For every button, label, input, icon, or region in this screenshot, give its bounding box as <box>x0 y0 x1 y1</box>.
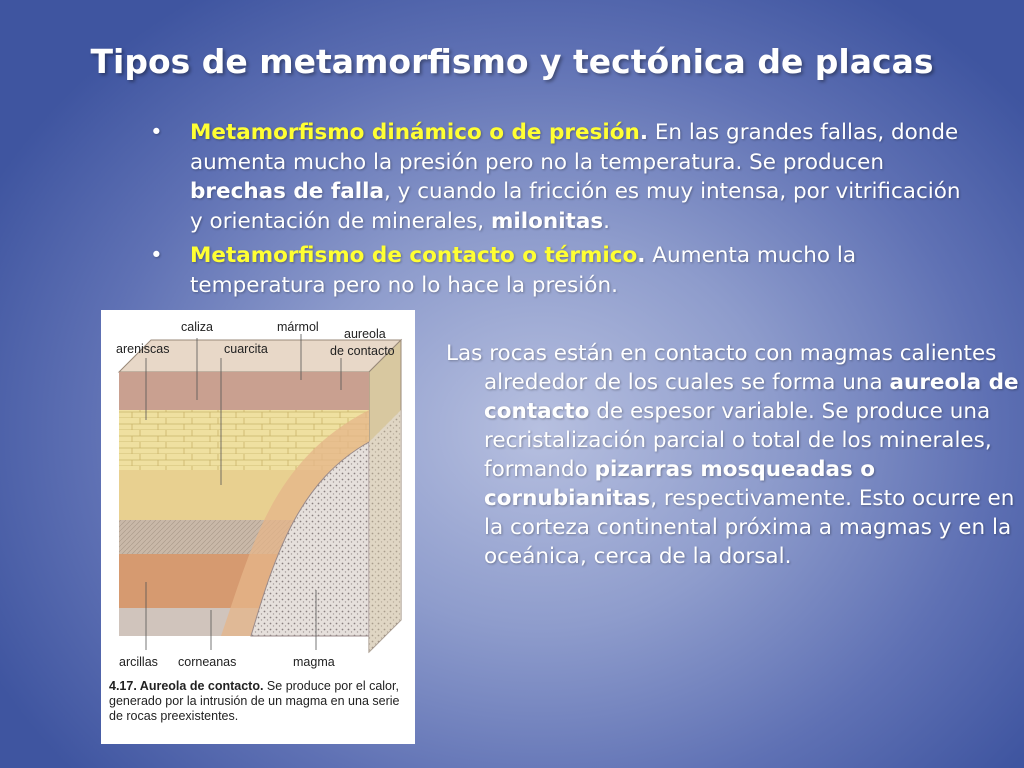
label-arcillas: arcillas <box>119 655 158 669</box>
caption-number: 4.17. Aureola de contacto. <box>109 679 264 693</box>
paragraph-text: Las rocas están en contacto con magmas calientes alrededor de los cuales se forma una <box>446 341 997 395</box>
caption-text: Se produce por el calor, generado por la intrusión de un magma en una serie de rocas preexistentes. <box>109 679 400 723</box>
label-de-contacto: de contacto <box>330 344 395 358</box>
paragraph-text: , respectivamente. Esto ocurre en la corteza continental próxima a magmas y en la oceánica, cerca de la dorsal. <box>484 486 1015 569</box>
paragraph-text: de espesor variable. Se produce una recristalización parcial o total de los minerales, formando <box>484 399 992 482</box>
label-areniscas: areniscas <box>116 342 170 356</box>
label-cuarcita: cuarcita <box>224 342 268 356</box>
figure-caption <box>109 679 409 724</box>
bullet-text: . <box>603 208 610 234</box>
magma-side <box>369 410 401 652</box>
label-marmol: mármol <box>277 320 319 334</box>
bullet-bold-term: brechas de falla <box>190 179 384 204</box>
bullet-text: Aumenta mucho la temperatura pero no lo hace la presión. <box>190 243 857 298</box>
bullet-item-contacto <box>150 241 980 300</box>
label-magma: magma <box>293 655 335 669</box>
bullet-heading-end: . <box>637 243 646 268</box>
layer-arcillas-top <box>119 372 369 410</box>
bullet-bold-term: milonitas <box>490 208 604 234</box>
bullet-text: , y cuando la fricción es muy intensa, por vitrificación y orientación de minerales, <box>190 179 961 234</box>
contact-aureole-figure <box>101 310 415 744</box>
bullet-heading-end: . <box>639 120 648 145</box>
slide-title: Tipos de metamorfismo y tectónica de placas <box>90 42 934 81</box>
label-corneanas: corneanas <box>178 655 237 669</box>
bullet-list <box>150 118 980 305</box>
bullet-text: En las grandes fallas, donde aumenta mucho la presión pero no la temperatura. Se producen <box>190 120 959 175</box>
paragraph-bold-term: pizarras mosqueadas o cornubianitas <box>484 457 876 511</box>
bullet-marker: • <box>150 243 163 268</box>
bullet-heading: Metamorfismo de contacto o térmico <box>190 243 638 268</box>
label-aureola: aureola <box>344 327 386 341</box>
label-caliza: caliza <box>181 320 213 334</box>
bullet-item-dinamico <box>150 118 980 236</box>
contact-paragraph <box>446 339 1024 571</box>
bullet-marker: • <box>150 120 163 145</box>
bullet-heading: Metamorfismo dinámico o de presión <box>190 120 640 145</box>
paragraph-bold-term: aureola de contacto <box>484 370 1019 424</box>
